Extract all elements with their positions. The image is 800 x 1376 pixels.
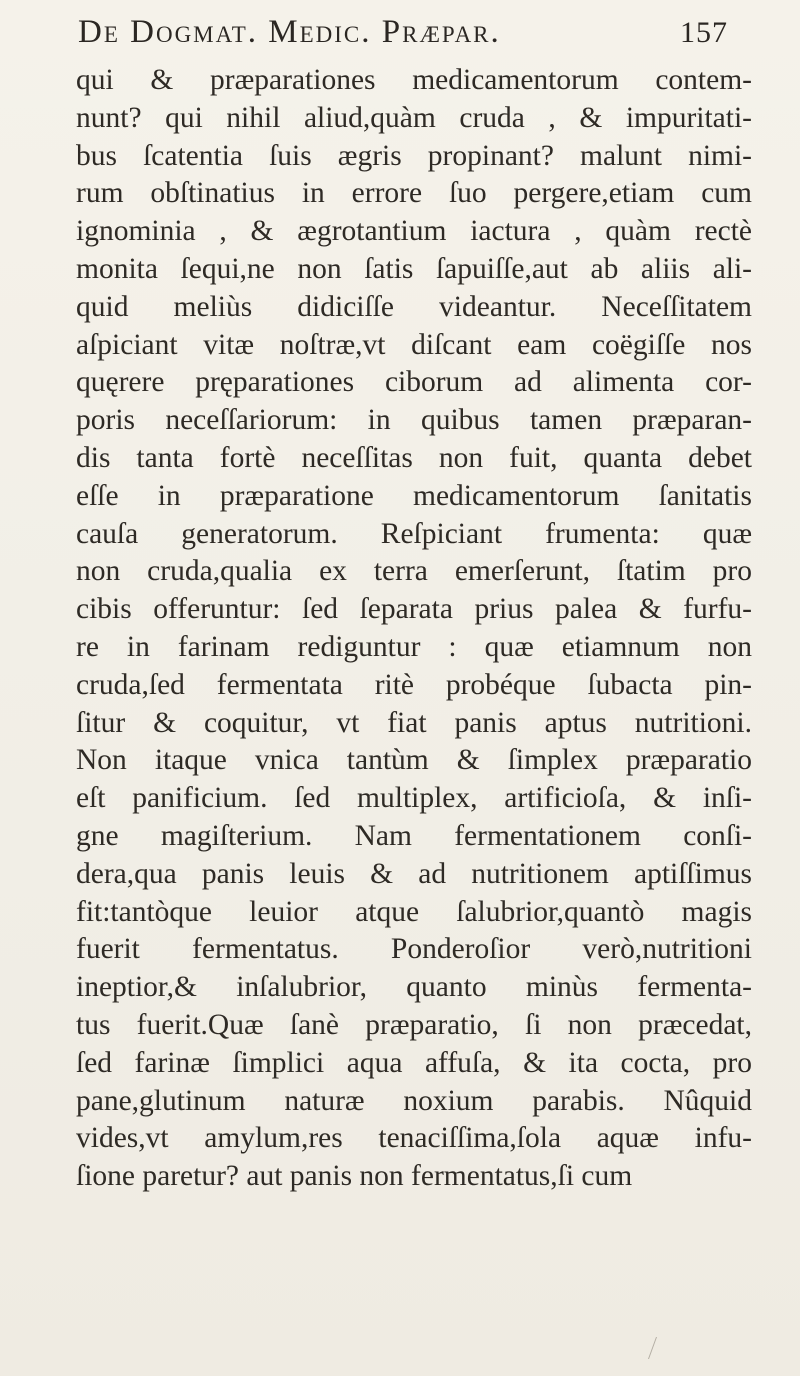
text-line: gne magiſterium. Nam fermentationem conſi- bbox=[76, 819, 752, 852]
text-line: vides,vt amylum,res tenaciſſima,ſola aquæ infu- bbox=[76, 1122, 752, 1155]
text-line: rum obſtinatius in errore ſuo pergere,etiam cum bbox=[76, 177, 752, 210]
text-line: eſſe in præparatione medicamentorum ſanitatis bbox=[76, 479, 752, 512]
body-text bbox=[76, 62, 752, 1196]
text-line: fuerit fermentatus. Ponderoſior verò,nutritioni bbox=[76, 933, 752, 966]
text-line: tus fuerit.Quæ ſanè præparatio, ſi non præcedat, bbox=[76, 1008, 752, 1041]
text-line: dis tanta fortè neceſſitas non fuit, quanta debet bbox=[76, 441, 752, 474]
text-line: monita ſequi,ne non ſatis ſapuiſſe,aut ab aliis ali- bbox=[76, 252, 752, 285]
text-line: cibis offeruntur: ſed ſeparata prius palea & furfu- bbox=[76, 593, 752, 626]
text-line: quęrere pręparationes ciborum ad alimenta cor- bbox=[76, 366, 752, 399]
text-line: cruda,ſed fermentata ritè probéque ſubacta pin- bbox=[76, 668, 752, 701]
text-line: pane,glutinum naturæ noxium parabis. Nûquid bbox=[76, 1084, 752, 1117]
text-line: re in farinam rediguntur : quæ etiamnum non bbox=[76, 630, 752, 663]
text-line: quid meliùs didiciſſe videantur. Neceſſitatem bbox=[76, 290, 752, 323]
text-line: qui & præparationes medicamentorum contem- bbox=[76, 64, 752, 96]
text-line: ſione paretur? aut panis non fermentatus,ſi cum bbox=[76, 1160, 633, 1193]
text-line: non cruda,qualia ex terra emerſerunt, ſtatim pro bbox=[76, 555, 752, 588]
text-line: aſpiciant vitæ noſtræ,vt diſcant eam coëgiſſe nos bbox=[76, 328, 752, 361]
text-line: eſt panificium. ſed multiplex, artificioſa, & inſi- bbox=[76, 782, 752, 815]
text-line: ſitur & coquitur, vt fiat panis aptus nutritioni. bbox=[76, 706, 752, 739]
running-head bbox=[78, 14, 728, 58]
text-line: ignominia , & ægrotantium iactura , quàm rectè bbox=[76, 215, 752, 248]
running-title: De Dogmat. Medic. Præpar. bbox=[78, 14, 501, 50]
text-line: bus ſcatentia ſuis ægris propinant? malunt nimi- bbox=[76, 139, 752, 172]
text-line: ſed farinæ ſimplici aqua affuſa, & ita cocta, pro bbox=[76, 1046, 752, 1079]
page-number: 157 bbox=[680, 16, 728, 49]
text-line: cauſa generatorum. Reſpiciant frumenta: quæ bbox=[76, 517, 752, 550]
text-line: fit:tantòque leuior atque ſalubrior,quantò magis bbox=[76, 895, 752, 928]
text-line: Non itaque vnica tantùm & ſimplex præparatio bbox=[76, 744, 752, 777]
text-line: dera,qua panis leuis & ad nutritionem aptiſſimus bbox=[76, 857, 752, 890]
text-line: ineptior,& inſalubrior, quanto minùs fermenta- bbox=[76, 971, 752, 1004]
text-line: poris neceſſariorum: in quibus tamen præparan- bbox=[76, 404, 752, 437]
text-line: nunt? qui nihil aliud,quàm cruda , & impuritati- bbox=[76, 101, 752, 134]
ink-mark bbox=[648, 1337, 667, 1359]
